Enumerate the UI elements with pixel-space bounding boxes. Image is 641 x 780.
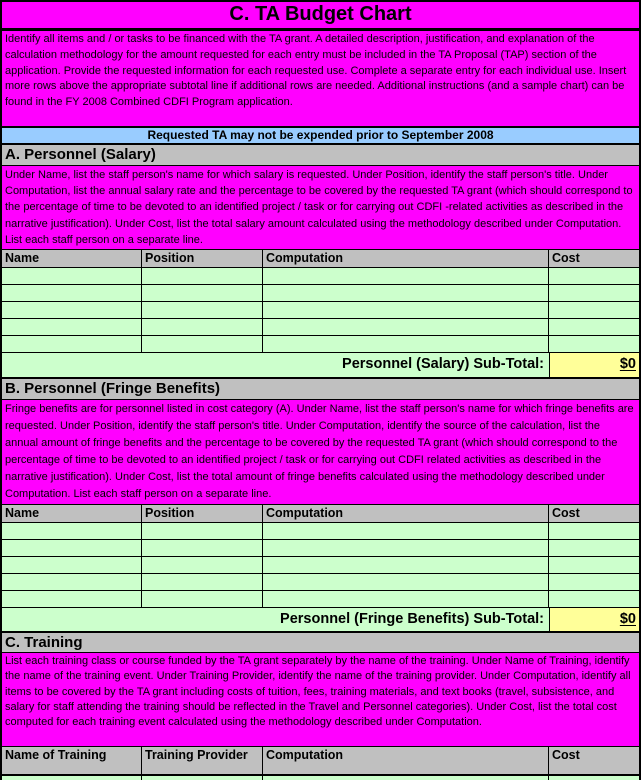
table-row xyxy=(2,285,639,302)
subtotal-value-cell xyxy=(549,608,639,633)
column-header-position: Position xyxy=(142,505,263,523)
table-cell[interactable] xyxy=(263,268,549,285)
section-a-instructions: Under Name, list the staff person's name for which salary is requested. Under Position, identify the staff person's title. Under Computation, list the annual salary rate and the percentage to be covered by the requested TA grant (which should correspond to the percentage of time to be devoted to an identified project / task or for carrying out CDFI -related activities as described in the narrative justification). Under Cost, list the total salary amount calculated using the methodology described under Computation. List each staff person on a separate line. xyxy=(2,166,639,250)
table-cell[interactable] xyxy=(263,336,549,353)
table-cell[interactable] xyxy=(549,574,639,591)
column-header-computation: Computation xyxy=(263,747,549,776)
table-row xyxy=(2,268,639,285)
table-cell[interactable] xyxy=(2,268,142,285)
subtotal-value-cell xyxy=(549,353,639,379)
subtotal-amount: $0 xyxy=(619,356,636,372)
table-cell[interactable] xyxy=(263,591,549,608)
column-header-name-of-training: Name of Training xyxy=(2,747,142,776)
column-header-name: Name xyxy=(2,250,142,268)
section-b-subtotal-row xyxy=(2,608,639,633)
table-row xyxy=(2,336,639,353)
table-cell[interactable] xyxy=(142,319,263,336)
table-cell[interactable] xyxy=(263,523,549,540)
table-cell[interactable] xyxy=(549,557,639,574)
table-row xyxy=(2,523,639,540)
table-row xyxy=(2,319,639,336)
column-header-cost: Cost xyxy=(549,747,639,776)
table-cell[interactable] xyxy=(549,268,639,285)
table-cell[interactable] xyxy=(2,776,142,780)
table-cell[interactable] xyxy=(549,591,639,608)
table-row xyxy=(2,557,639,574)
table-cell[interactable] xyxy=(142,776,263,780)
section-c-column-headers xyxy=(2,747,639,776)
section-b-instructions: Fringe benefits are for personnel listed in cost category (A). Under Name, list the staff person's name for which fringe benefits are requested. Under Position, identify the staff person's title. Under Computation, identify the source of the calculation, list the annual amount of fringe benefits and the percentage to be covered by the requested TA grant (which should correspond to the percentage of time to be devoted to an identified project / task or for carrying out CDFI related activities as described in the narrative justification). Under Cost, list the total amount of fringe benefits calculated using the methodology described under Computation. List each staff person on a separate line. xyxy=(2,400,639,505)
table-cell[interactable] xyxy=(2,302,142,319)
table-cell[interactable] xyxy=(2,557,142,574)
section-b-header: B. Personnel (Fringe Benefits) xyxy=(2,379,639,400)
table-cell[interactable] xyxy=(142,523,263,540)
table-row xyxy=(2,776,639,780)
column-header-cost: Cost xyxy=(549,250,639,268)
table-cell[interactable] xyxy=(549,285,639,302)
column-header-computation: Computation xyxy=(263,250,549,268)
table-cell[interactable] xyxy=(263,776,549,780)
table-cell[interactable] xyxy=(142,540,263,557)
table-cell[interactable] xyxy=(2,540,142,557)
notice-banner: Requested TA may not be expended prior to September 2008 xyxy=(2,128,639,145)
section-a-header: A. Personnel (Salary) xyxy=(2,145,639,166)
subtotal-label: Personnel (Salary) Sub-Total: xyxy=(2,353,549,379)
column-header-cost: Cost xyxy=(549,505,639,523)
table-cell[interactable] xyxy=(2,591,142,608)
table-row xyxy=(2,574,639,591)
table-cell[interactable] xyxy=(263,540,549,557)
table-cell[interactable] xyxy=(142,336,263,353)
intro-instructions: Identify all items and / or tasks to be financed with the TA grant. A detailed description, justification, and explanation of the calculation methodology for the amount requested for each entry must be included in the TA Proposal (TAP) section of the application. Provide the requested information for each requested use. Complete a separate entry for each individual use. Insert more rows above the appropriate subtotal line if additional rows are needed. Additional instructions (and a sample chart) can be found in the FY 2008 Combined CDFI Program application. xyxy=(2,31,639,128)
table-cell[interactable] xyxy=(142,285,263,302)
section-a-column-headers xyxy=(2,250,639,268)
column-header-training-provider: Training Provider xyxy=(142,747,263,776)
table-cell[interactable] xyxy=(263,319,549,336)
table-cell[interactable] xyxy=(549,776,639,780)
table-cell[interactable] xyxy=(263,574,549,591)
table-cell[interactable] xyxy=(549,319,639,336)
table-cell[interactable] xyxy=(549,540,639,557)
table-cell[interactable] xyxy=(2,523,142,540)
section-c-instructions: List each training class or course funded by the TA grant separately by the name of the training. Under Name of Training, identify the name of the training event. Under Training Provider, identify the name of the training provider. Under Computation, identify all items to be covered by the TA grant including costs of tuition, fees, training materials, and text books (travel, subsistence, and salary for staff attending the training should be reflected in the Travel and Personnel categories). Under Cost, list the total cost computed for each training event calculated using the methodology described under Computation. xyxy=(2,653,639,747)
section-a-subtotal-row xyxy=(2,353,639,379)
column-header-name: Name xyxy=(2,505,142,523)
subtotal-amount: $0 xyxy=(619,611,636,627)
table-cell[interactable] xyxy=(263,302,549,319)
table-cell[interactable] xyxy=(263,285,549,302)
section-c-header: C. Training xyxy=(2,633,639,653)
table-cell[interactable] xyxy=(2,574,142,591)
section-b-column-headers xyxy=(2,505,639,523)
table-cell[interactable] xyxy=(142,574,263,591)
table-row xyxy=(2,540,639,557)
subtotal-label: Personnel (Fringe Benefits) Sub-Total: xyxy=(2,608,549,633)
table-cell[interactable] xyxy=(142,557,263,574)
table-cell[interactable] xyxy=(142,591,263,608)
table-cell[interactable] xyxy=(142,268,263,285)
table-cell[interactable] xyxy=(2,319,142,336)
page-title: C. TA Budget Chart xyxy=(2,2,639,31)
column-header-position: Position xyxy=(142,250,263,268)
table-row xyxy=(2,591,639,608)
table-cell[interactable] xyxy=(549,302,639,319)
table-cell[interactable] xyxy=(2,336,142,353)
table-cell[interactable] xyxy=(2,285,142,302)
table-cell[interactable] xyxy=(549,523,639,540)
column-header-computation: Computation xyxy=(263,505,549,523)
table-cell[interactable] xyxy=(263,557,549,574)
table-cell[interactable] xyxy=(549,336,639,353)
table-cell[interactable] xyxy=(142,302,263,319)
table-row xyxy=(2,302,639,319)
